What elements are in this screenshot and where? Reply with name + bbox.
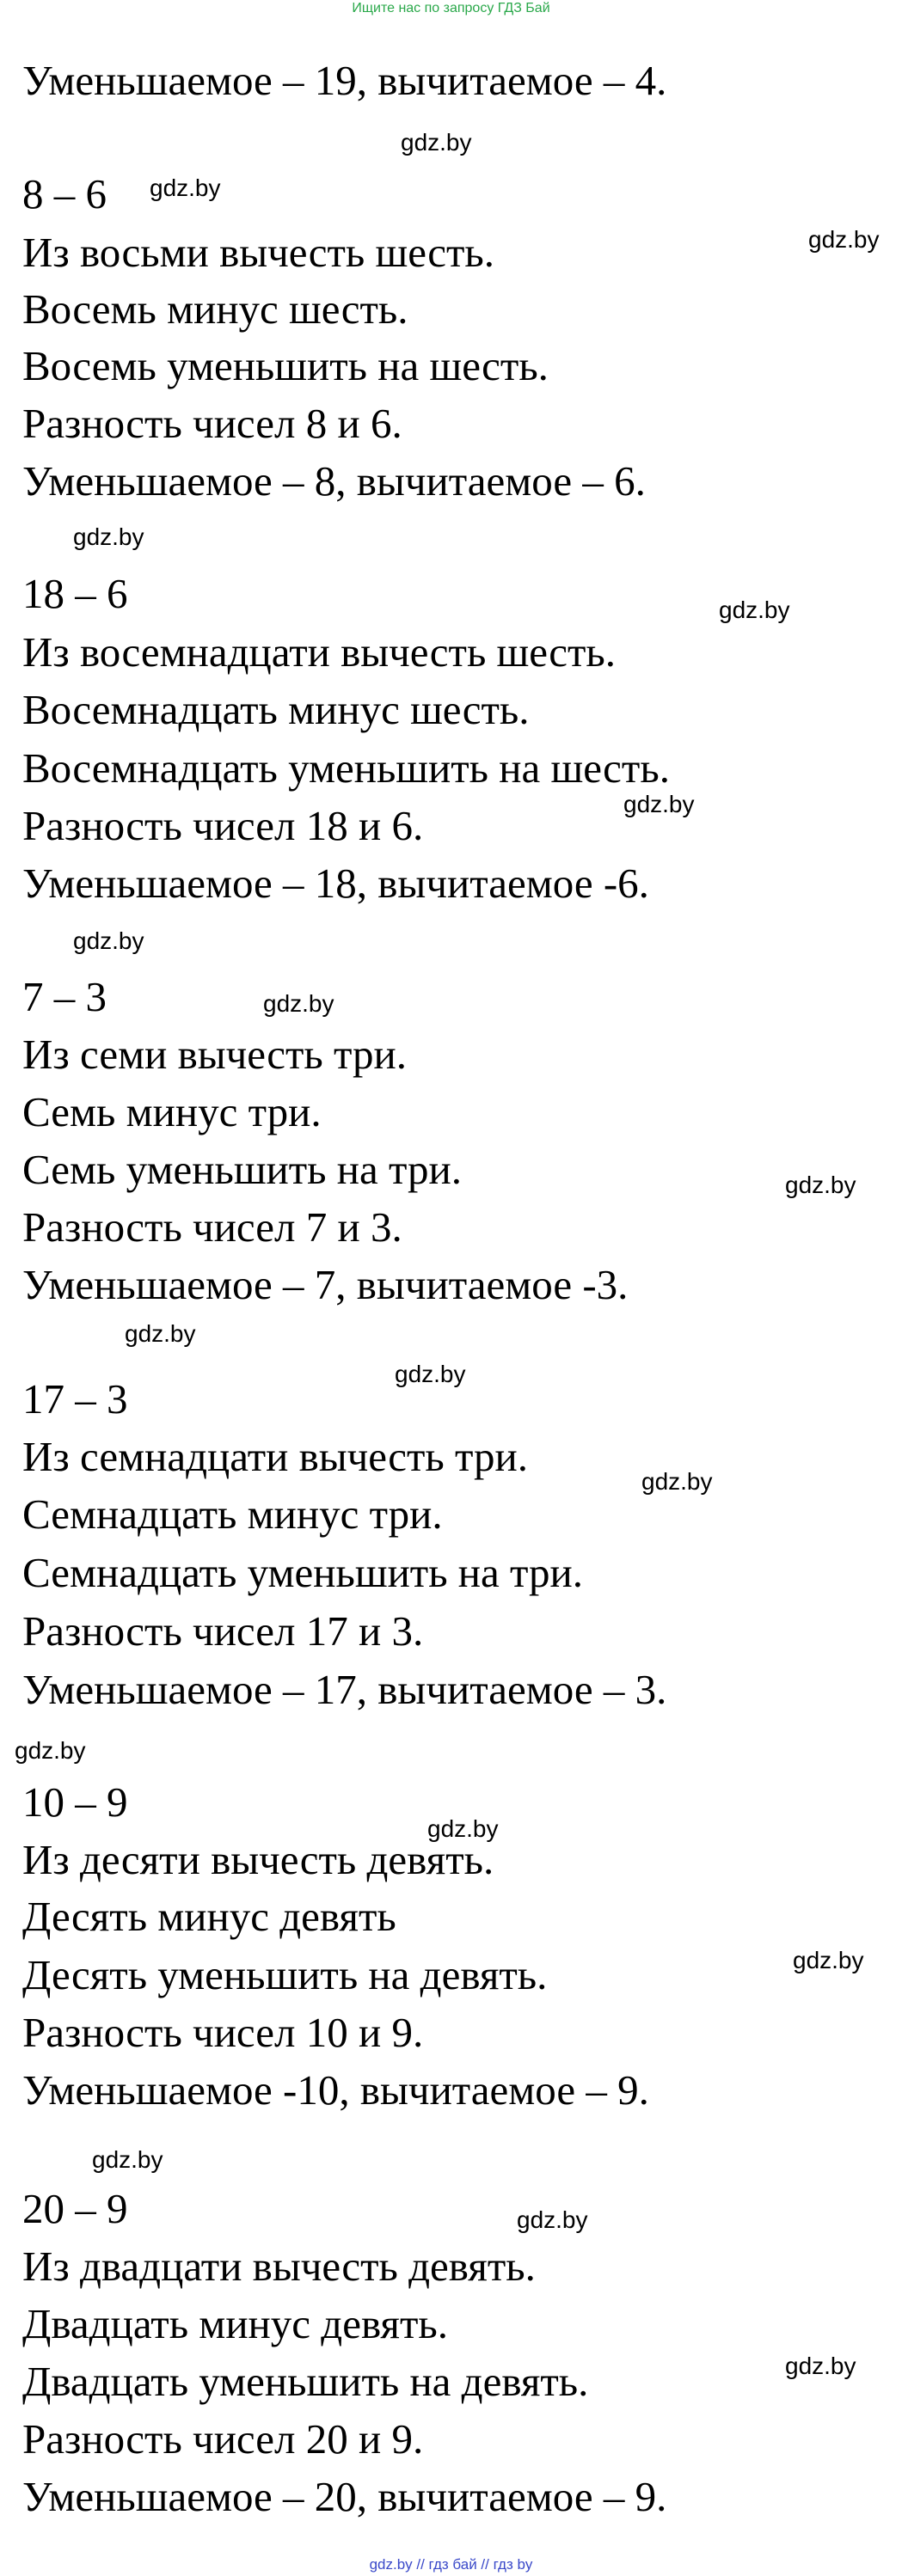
watermark: gdz.by — [641, 1468, 713, 1495]
text-line: Десять уменьшить на девять. — [22, 1951, 548, 1998]
watermark: gdz.by — [15, 1737, 86, 1764]
text-line: Из двадцати вычесть девять. — [22, 2243, 536, 2290]
text-line: Разность чисел 17 и 3. — [22, 1607, 424, 1655]
text-line: Из десяти вычесть девять. — [22, 1836, 494, 1883]
watermark: gdz.by — [517, 2206, 588, 2233]
expression-heading: 7 – 3 — [22, 973, 107, 1020]
text-line: Уменьшаемое – 19, вычитаемое – 4. — [22, 57, 667, 104]
watermark: gdz.by — [719, 597, 790, 623]
text-line: Из семнадцати вычесть три. — [22, 1433, 528, 1480]
watermark: gdz.by — [623, 791, 695, 817]
text-line: Восемь минус шесть. — [22, 285, 408, 333]
text-line: Уменьшаемое – 7, вычитаемое -3. — [22, 1261, 629, 1308]
text-line: Семь уменьшить на три. — [22, 1146, 462, 1193]
text-line: Уменьшаемое – 8, вычитаемое – 6. — [22, 457, 646, 505]
watermark: gdz.by — [395, 1361, 466, 1387]
watermark: gdz.by — [150, 174, 221, 201]
text-line: Разность чисел 20 и 9. — [22, 2415, 424, 2463]
text-line: Из восьми вычесть шесть. — [22, 229, 494, 276]
expression-heading: 8 – 6 — [22, 170, 107, 217]
text-line: Семь минус три. — [22, 1088, 322, 1135]
text-line: Восемь уменьшить на шесть. — [22, 342, 549, 389]
expression-heading: 10 – 9 — [22, 1778, 128, 1826]
watermark: gdz.by — [785, 2353, 856, 2379]
text-line: Из семи вычесть три. — [22, 1031, 407, 1078]
expression-heading: 18 – 6 — [22, 570, 128, 617]
text-line: Восемнадцать уменьшить на шесть. — [22, 744, 670, 792]
footer-links: gdz.by // гдз бай // гдз by — [369, 2556, 533, 2573]
watermark: gdz.by — [808, 226, 880, 253]
top-banner: Ищите нас по запросу ГДЗ Бай — [352, 1, 550, 15]
text-line: Из восемнадцати вычесть шесть. — [22, 628, 616, 676]
watermark: gdz.by — [263, 990, 334, 1017]
text-line: Уменьшаемое – 18, вычитаемое -6. — [22, 860, 649, 907]
text-line: Уменьшаемое – 20, вычитаемое – 9. — [22, 2473, 667, 2520]
text-line: Уменьшаемое -10, вычитаемое – 9. — [22, 2066, 649, 2114]
text-line: Двадцать минус девять. — [22, 2300, 448, 2347]
text-line: Разность чисел 10 и 9. — [22, 2009, 424, 2056]
watermark: gdz.by — [92, 2146, 163, 2173]
text-line: Семнадцать уменьшить на три. — [22, 1549, 584, 1596]
watermark: gdz.by — [73, 523, 144, 550]
expression-heading: 20 – 9 — [22, 2185, 128, 2232]
watermark: gdz.by — [401, 129, 472, 156]
watermark: gdz.by — [73, 927, 144, 954]
text-line: Десять минус девять — [22, 1893, 396, 1940]
watermark: gdz.by — [427, 1815, 499, 1842]
text-line: Семнадцать минус три. — [22, 1490, 443, 1538]
text-line: Разность чисел 18 и 6. — [22, 802, 424, 849]
text-line: Разность чисел 7 и 3. — [22, 1203, 402, 1251]
text-line: Разность чисел 8 и 6. — [22, 400, 402, 447]
watermark: gdz.by — [793, 1947, 864, 1973]
watermark: gdz.by — [125, 1320, 196, 1347]
expression-heading: 17 – 3 — [22, 1375, 128, 1423]
text-line: Двадцать уменьшить на девять. — [22, 2358, 589, 2405]
watermark: gdz.by — [785, 1172, 856, 1198]
text-line: Уменьшаемое – 17, вычитаемое – 3. — [22, 1666, 667, 1713]
text-line: Восемнадцать минус шесть. — [22, 686, 530, 733]
